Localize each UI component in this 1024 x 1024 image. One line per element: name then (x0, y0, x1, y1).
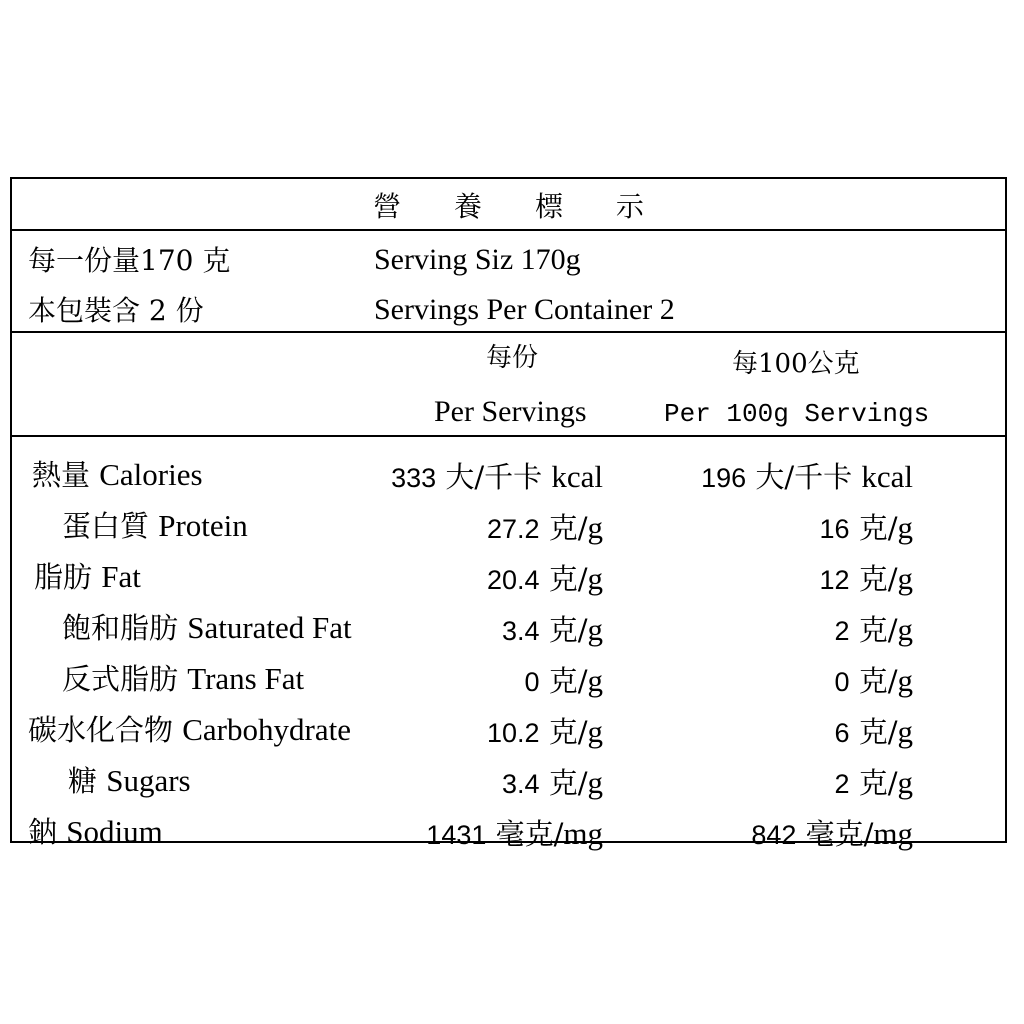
value-number: 842 (751, 820, 797, 850)
unit-cn: 克/ (548, 766, 588, 800)
value-per-serving (524, 659, 603, 700)
value-number: 3.4 (501, 769, 540, 799)
value-per-serving (487, 710, 603, 751)
table-row (12, 496, 1005, 546)
nutrient-name (32, 453, 203, 494)
value-number: 196 (701, 463, 747, 493)
nutrition-label (10, 177, 1007, 851)
serving-size-en: Serving Siz 170g (374, 243, 581, 276)
unit-en: mg (873, 816, 913, 851)
value-number: 1431 (426, 820, 487, 850)
table-row (12, 700, 1005, 750)
nutrient-name-cn: 飽和脂肪 (62, 611, 179, 645)
nutrient-name-cn: 碳水化合物 (28, 713, 174, 747)
divider (12, 229, 1005, 231)
table-row (12, 802, 1005, 852)
value-number: 16 (819, 514, 850, 544)
unit-en: g (587, 561, 603, 596)
nutrient-name-cn: 熱量 (32, 458, 91, 492)
divider (12, 331, 1005, 333)
nutrient-name-cn: 反式脂肪 (62, 662, 179, 696)
nutrient-name (28, 708, 351, 749)
nutrient-name (62, 657, 304, 698)
value-number: 12 (819, 565, 850, 595)
nutrient-name (62, 606, 352, 647)
unit-en: g (897, 765, 913, 800)
unit-en: g (587, 612, 603, 647)
value-number: 10.2 (486, 718, 540, 748)
nutrient-name (62, 504, 248, 545)
nutrient-name-cn: 脂肪 (34, 560, 93, 594)
nutrient-name-en: Sodium (66, 814, 163, 849)
nutrient-name-cn: 糖 (68, 764, 98, 798)
value-per-serving (502, 608, 603, 649)
unit-cn: 克/ (858, 766, 898, 800)
nutrient-name-cn: 蛋白質 (62, 509, 150, 543)
nutrient-name-en: Carbohydrate (182, 712, 351, 747)
unit-cn: 克/ (858, 562, 898, 596)
nutrient-name (68, 759, 191, 800)
table-row (12, 598, 1005, 648)
table-row (12, 547, 1005, 597)
unit-cn: 克/ (858, 613, 898, 647)
col-per-serving-en: Per Servings (434, 395, 587, 428)
value-per-serving (487, 506, 603, 547)
col-per-100g-en: Per 100g Servings (664, 399, 930, 429)
unit-en: g (897, 663, 913, 698)
unit-cn: 毫克/ (805, 817, 874, 851)
unit-cn: 克/ (548, 715, 588, 749)
value-per-100g (819, 506, 913, 547)
nutrient-name-en: Fat (101, 559, 141, 594)
nutrient-name-cn: 鈉 (28, 815, 58, 849)
unit-cn: 克/ (548, 562, 588, 596)
value-per-serving (391, 455, 603, 496)
unit-cn: 克/ (548, 664, 588, 698)
unit-cn: 克/ (858, 715, 898, 749)
unit-en: g (897, 714, 913, 749)
nutrient-name-en: Calories (99, 457, 203, 492)
unit-en: g (897, 612, 913, 647)
unit-cn: 大/千卡 (445, 460, 543, 494)
value-per-100g (701, 455, 913, 496)
unit-en: g (587, 510, 603, 545)
unit-en: g (587, 765, 603, 800)
unit-cn: 克/ (858, 664, 898, 698)
serving-size-cn: 每一份量170 克 (28, 244, 231, 277)
value-number: 0 (524, 667, 540, 697)
nutrient-name-en: Protein (158, 508, 248, 543)
value-number: 3.4 (501, 616, 540, 646)
value-per-serving (426, 812, 603, 853)
unit-en: kcal (861, 459, 913, 494)
unit-cn: 毫克/ (495, 817, 564, 851)
divider (12, 435, 1005, 437)
unit-cn: 克/ (548, 511, 588, 545)
nutrient-name-en: Trans Fat (187, 661, 305, 696)
unit-en: g (587, 714, 603, 749)
value-per-100g (819, 557, 913, 598)
value-number: 0 (834, 667, 850, 697)
nutrient-name (28, 810, 163, 851)
servings-en: Servings Per Container 2 (374, 293, 675, 326)
value-number: 333 (391, 463, 437, 493)
value-per-100g (834, 608, 913, 649)
value-per-100g (751, 812, 913, 853)
table-row (12, 751, 1005, 801)
unit-cn: 大/千卡 (755, 460, 853, 494)
unit-cn: 克/ (548, 613, 588, 647)
label-title: 營 養 標 示 (373, 190, 666, 223)
value-number: 20.4 (486, 565, 540, 595)
unit-en: g (587, 663, 603, 698)
unit-en: kcal (551, 459, 603, 494)
table-row (12, 649, 1005, 699)
value-number: 2 (834, 769, 850, 799)
nutrient-name (34, 555, 141, 596)
value-number: 27.2 (486, 514, 540, 544)
col-per-100g-cn: 每100公克 (732, 349, 860, 379)
servings-cn: 本包裝含 2 份 (28, 294, 204, 327)
value-per-serving (502, 761, 603, 802)
nutrient-name-en: Saturated Fat (187, 610, 352, 645)
table-row (12, 445, 1005, 495)
value-per-serving (487, 557, 603, 598)
unit-en: g (897, 561, 913, 596)
value-per-100g (834, 659, 913, 700)
value-per-100g (834, 761, 913, 802)
unit-cn: 克/ (858, 511, 898, 545)
col-per-serving-cn: 每份 (486, 343, 539, 373)
value-number: 2 (834, 616, 850, 646)
unit-en: g (897, 510, 913, 545)
value-number: 6 (834, 718, 850, 748)
unit-en: mg (563, 816, 603, 851)
value-per-100g (834, 710, 913, 751)
nutrient-name-en: Sugars (106, 763, 191, 798)
